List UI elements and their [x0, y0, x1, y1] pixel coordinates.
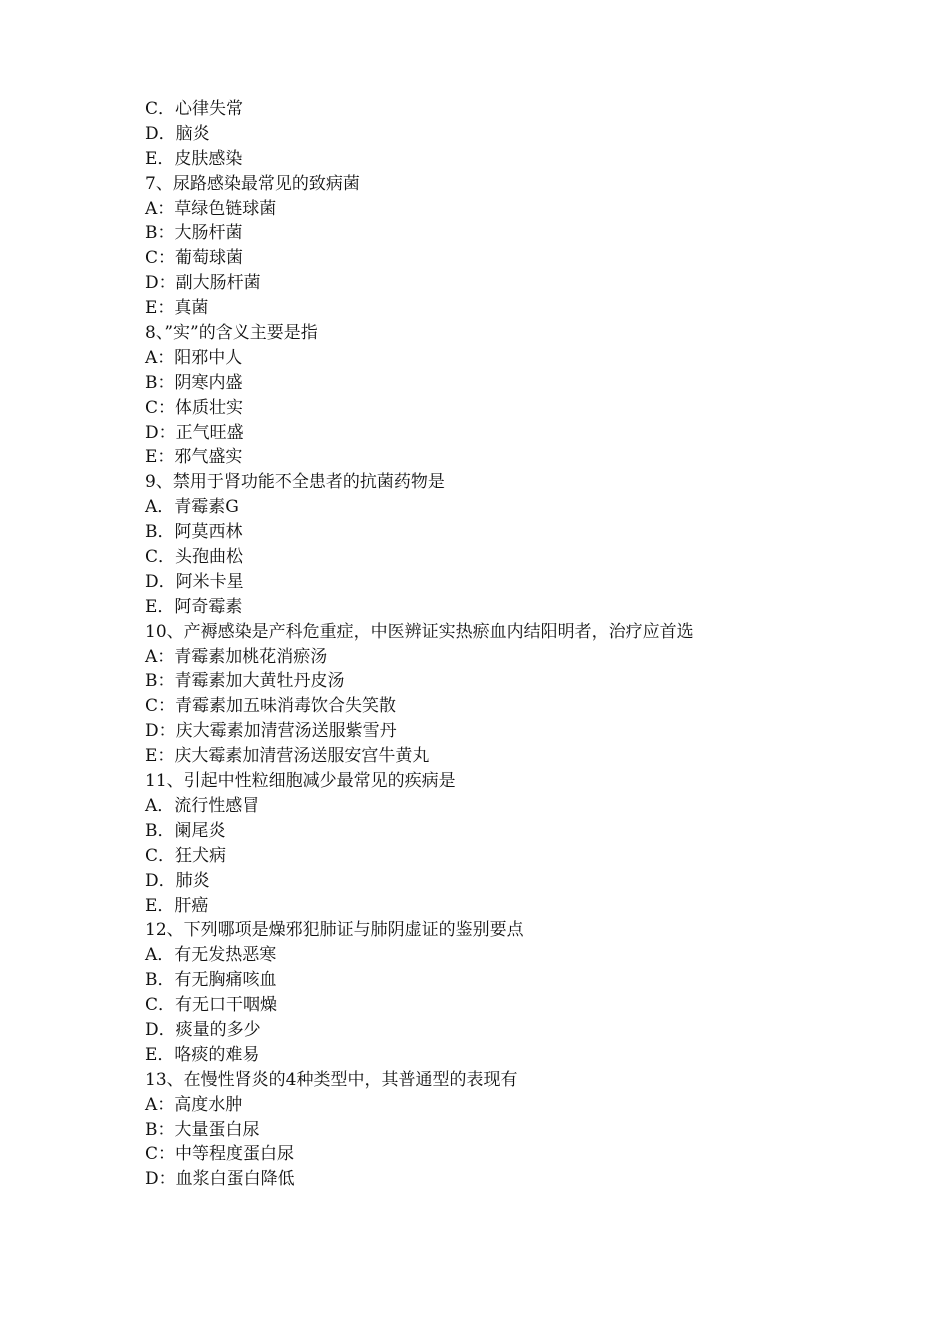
option-line: E．肝癌 [145, 895, 209, 916]
option-line: D：正气旺盛 [145, 422, 244, 443]
option-line: C．头孢曲松 [145, 547, 244, 568]
option-line: C：葡萄球菌 [145, 248, 244, 269]
question-list [145, 97, 845, 1192]
question-line: 7、尿路感染最常见的致病菌 [145, 173, 360, 194]
option-line: B：大肠杆菌 [145, 223, 243, 244]
option-line: D：庆大霉素加清营汤送服紫雪丹 [145, 721, 397, 742]
option-line: C：青霉素加五味消毒饮合失笑散 [145, 696, 397, 717]
option-line: C．有无口干咽燥 [145, 995, 278, 1016]
option-line: D．阿米卡星 [145, 571, 244, 592]
option-line: E：真菌 [145, 298, 209, 319]
option-line: B．阿莫西林 [145, 522, 243, 543]
question-line: 11、引起中性粒细胞减少最常见的疾病是 [145, 771, 456, 792]
option-line: A．有无发热恶寒 [145, 945, 277, 966]
option-line: E：邪气盛实 [145, 447, 243, 468]
option-line: C：体质壮实 [145, 397, 244, 418]
option-line: B：大量蛋白尿 [145, 1119, 260, 1140]
question-line: 8、”实”的含义主要是指 [145, 323, 318, 344]
option-line: B：阴寒内盛 [145, 372, 243, 393]
option-line: E：庆大霉素加清营汤送服安宫牛黄丸 [145, 746, 430, 767]
question-line: 13、在慢性肾炎的4种类型中，其普通型的表现有 [145, 1069, 518, 1090]
option-line: A：高度水肿 [145, 1094, 243, 1115]
option-line: A：青霉素加桃花消瘀汤 [145, 646, 328, 667]
question-line: 9、禁用于肾功能不全患者的抗菌药物是 [145, 472, 445, 493]
option-line: D．痰量的多少 [145, 1019, 261, 1040]
option-line: B．有无胸痛咳血 [145, 970, 277, 991]
option-line: A：阳邪中人 [145, 347, 243, 368]
option-line: A：草绿色链球菌 [145, 198, 277, 219]
option-line: B：青霉素加大黄牡丹皮汤 [145, 671, 345, 692]
option-line: C．狂犬病 [145, 845, 227, 866]
option-line: A．青霉素G [145, 497, 239, 518]
option-line: D．脑炎 [145, 123, 210, 144]
option-line: C：中等程度蛋白尿 [145, 1144, 295, 1165]
option-line: E．阿奇霉素 [145, 596, 243, 617]
option-line: D：血浆白蛋白降低 [145, 1169, 295, 1190]
option-line: A．流行性感冒 [145, 795, 260, 816]
option-line: B．阑尾炎 [145, 820, 226, 841]
question-line: 10、产褥感染是产科危重症，中医辨证实热瘀血内结阳明者，治疗应首选 [145, 621, 694, 642]
option-line: E．皮肤感染 [145, 148, 243, 169]
option-line: D．肺炎 [145, 870, 210, 891]
option-line: C．心律失常 [145, 99, 244, 119]
question-line: 12、下列哪项是燥邪犯肺证与肺阴虚证的鉴别要点 [145, 920, 524, 941]
option-line: D：副大肠杆菌 [145, 273, 261, 294]
option-line: E．咯痰的难易 [145, 1044, 260, 1065]
